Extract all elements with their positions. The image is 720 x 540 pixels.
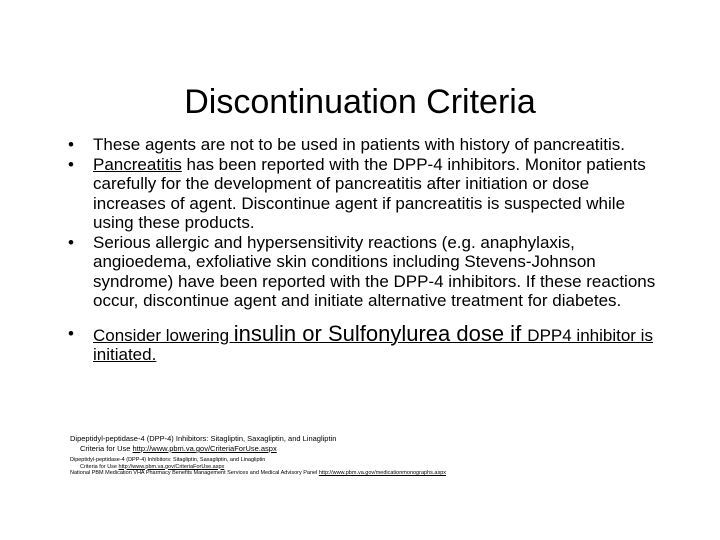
bullet-item [60,135,660,155]
bullet-item [60,320,660,365]
reference-link[interactable]: http://www.pbm.va.gov/CriteriaForUse.aspx [118,463,225,470]
reference-text: Dipeptidyl-peptidase-4 (DPP-4) Inhibitors: Sitagliptin, Saxagliptin, and Linagliptin [70,457,266,463]
bullet-list [60,135,660,365]
reference-3 [70,470,670,477]
reference-link[interactable]: http://www.pbm.va.gov/medicationmonographs.aspx [318,470,447,476]
reference-text: Dipeptidyl-peptidase-4 (DPP-4) Inhibitors: Sitagliptin, Saxagliptin, and Linagliptin [70,434,337,443]
slide-title: Discontinuation Criteria [184,83,536,121]
references [70,434,670,477]
reference-link[interactable]: http://www.pbm.va.gov/CriteriaForUse.aspx [132,444,277,453]
bullet4-part2: insulin or Sulfonylurea dose if [233,320,528,346]
bullet-dot-icon: • [68,154,74,174]
reference-text: Criteria for Use http://www.pbm.va.gov/CriteriaForUse.aspx [80,444,277,453]
bullet-dot-icon: • [68,135,74,154]
bullet4-part3: DPP4 inhibitor is initiated. [93,325,653,364]
bullet-dot-icon: • [68,323,74,343]
bullet-text-underlined [93,320,653,365]
reference-text: Criteria for Use http://www.pbm.va.gov/CriteriaForUse.aspx [80,463,225,470]
pancreatitis-link[interactable]: Pancreatitis [93,154,182,174]
bullet-item [60,155,660,233]
bullet-item [60,233,660,311]
bullet4-part1: Consider lowering [93,325,234,345]
bullet-text: has been reported with the DPP-4 inhibitors. Monitor patients carefully for the development of pancreatitis after initiation or dose increases of agent. Discontinue agent if pancreatitis is suspected while using these products. [93,154,646,232]
bullet-dot-icon: • [68,232,74,252]
reference-1 [70,434,670,454]
reference-text: National PBM Medication VHA Pharmacy Benefits Management Services and Medical Advisory Panel [70,470,319,476]
reference-2 [70,457,670,470]
bullet-text: These agents are not to be used in patients with history of pancreatitis. [93,135,626,154]
bullet-text: Serious allergic and hypersensitivity reactions (e.g. anaphylaxis, angioedema, exfoliative skin conditions including Stevens-Johnson syndrome) have been reported with the DPP-4 inhibitors. If these reactions occur, discontinue agent and initiate alternative treatment for diabetes. [93,232,656,310]
